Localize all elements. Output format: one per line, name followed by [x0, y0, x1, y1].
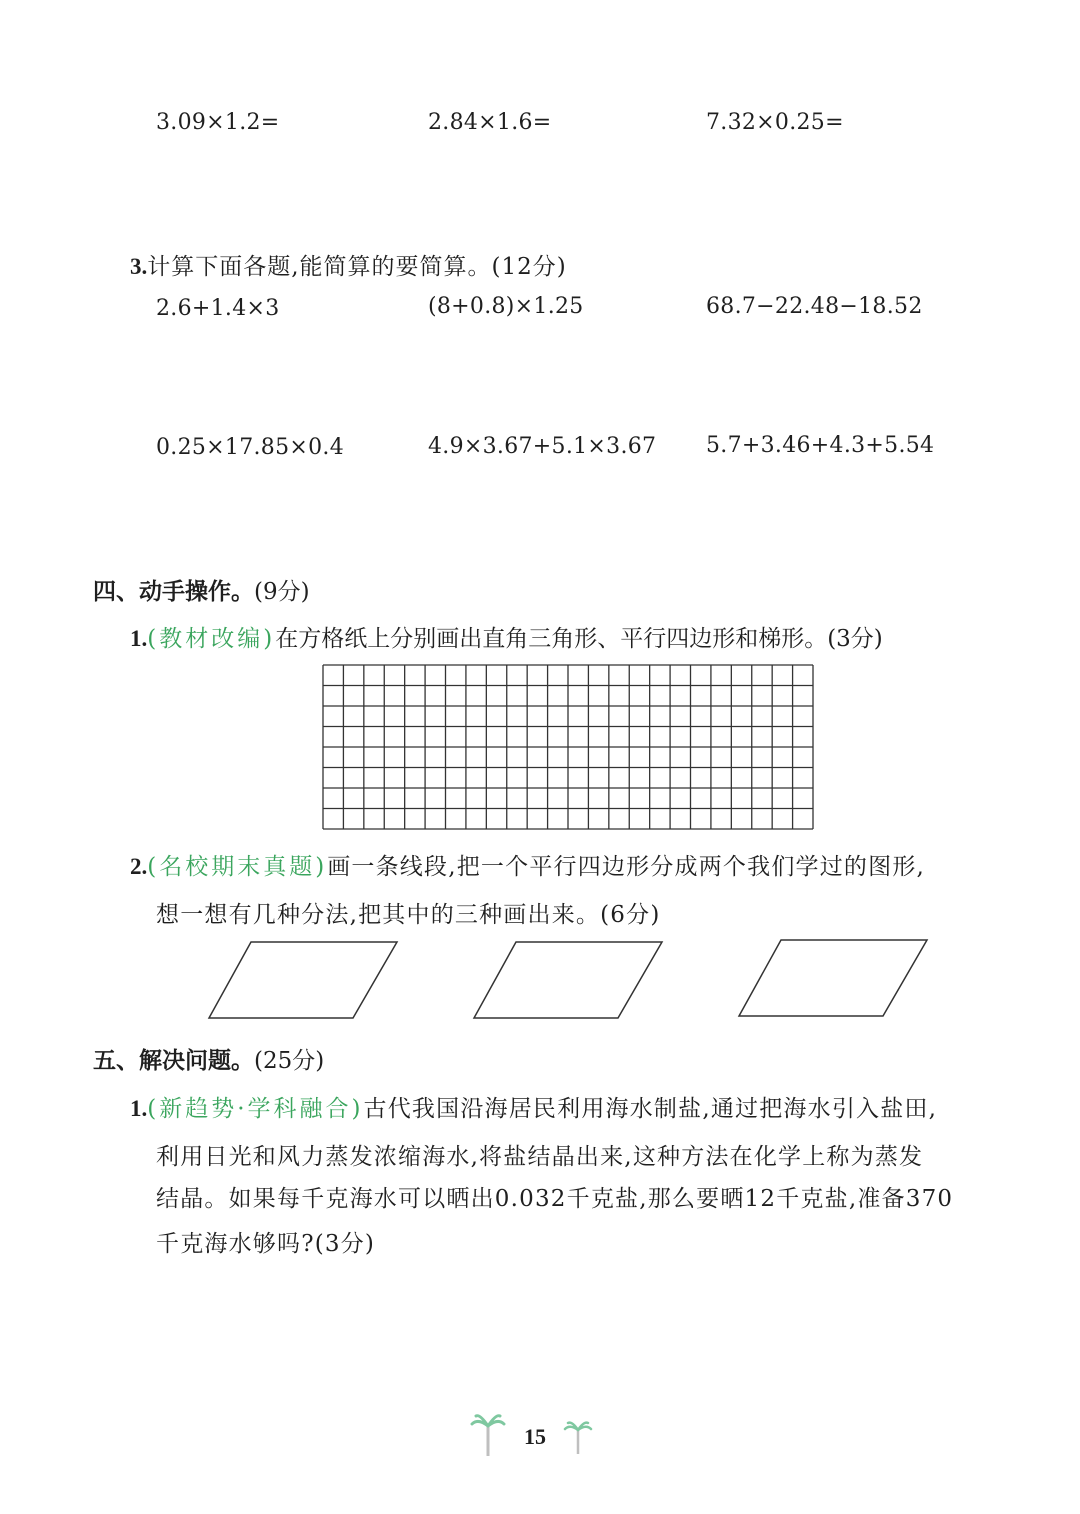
section-title: 五、解决问题。 — [93, 1048, 254, 1074]
section-5-question-1 — [130, 1090, 937, 1123]
section-4-question-2 — [130, 848, 925, 881]
section-title: 四、动手操作。 — [93, 579, 254, 605]
page-number: 15 — [524, 1424, 546, 1449]
source-tag: (名校期末真题) — [147, 854, 328, 880]
calc-expr-2: 2.84×1.6= — [428, 110, 552, 135]
question-text-line-1: 画一条线段,把一个平行四边形分成两个我们学过的图形, — [327, 854, 926, 880]
parallelogram-1[interactable] — [205, 938, 401, 1022]
grid-paper[interactable] — [322, 664, 814, 830]
source-tag: (教材改编) — [147, 626, 276, 652]
calc-expr-4: 2.6+1.4×3 — [156, 296, 280, 321]
question-number: 3. — [130, 254, 148, 279]
calc-expr-8: 4.9×3.67+5.1×3.67 — [428, 434, 657, 459]
question-text-line-3: 结晶。如果每千克海水可以晒出0.032千克盐,那么要晒12千克盐,准备370 — [156, 1186, 954, 1212]
section-5-heading — [93, 1042, 324, 1075]
section-4-question-1 — [130, 620, 883, 653]
calc-expr-5: (8+0.8)×1.25 — [428, 294, 584, 319]
calc-expr-9: 5.7+3.46+4.3+5.54 — [706, 433, 935, 458]
question-text: 在方格纸上分别画出直角三角形、平行四边形和梯形。(3分) — [275, 626, 883, 652]
section-points: (25分) — [254, 1048, 325, 1074]
question-text-line-1: 古代我国沿海居民利用海水制盐,通过把海水引入盐田, — [363, 1096, 938, 1122]
question-text: 计算下面各题,能简算的要简算。(12分) — [147, 254, 567, 280]
question-3 — [130, 248, 567, 281]
calc-expr-6: 68.7−22.48−18.52 — [706, 294, 923, 319]
tree-icon — [470, 1412, 506, 1458]
question-text-line-2: 想一想有几种分法,把其中的三种画出来。(6分) — [156, 902, 661, 928]
parallelogram-3[interactable] — [735, 936, 931, 1020]
section-4-heading — [93, 573, 310, 606]
question-number: 1. — [130, 1096, 148, 1121]
section-points: (9分) — [254, 579, 310, 605]
question-text-line-4: 千克海水够吗?(3分) — [156, 1231, 376, 1257]
calc-expr-7: 0.25×17.85×0.4 — [156, 435, 345, 460]
question-number: 2. — [130, 854, 148, 879]
calc-expr-3: 7.32×0.25= — [706, 110, 844, 135]
parallelogram-2[interactable] — [470, 938, 666, 1022]
question-number: 1. — [130, 626, 148, 651]
question-text-line-2: 利用日光和风力蒸发浓缩海水,将盐结晶出来,这种方法在化学上称为蒸发 — [156, 1144, 924, 1170]
tree-icon — [563, 1420, 593, 1456]
calc-expr-1: 3.09×1.2= — [156, 110, 280, 135]
source-tag: (新趋势·学科融合) — [147, 1096, 364, 1122]
